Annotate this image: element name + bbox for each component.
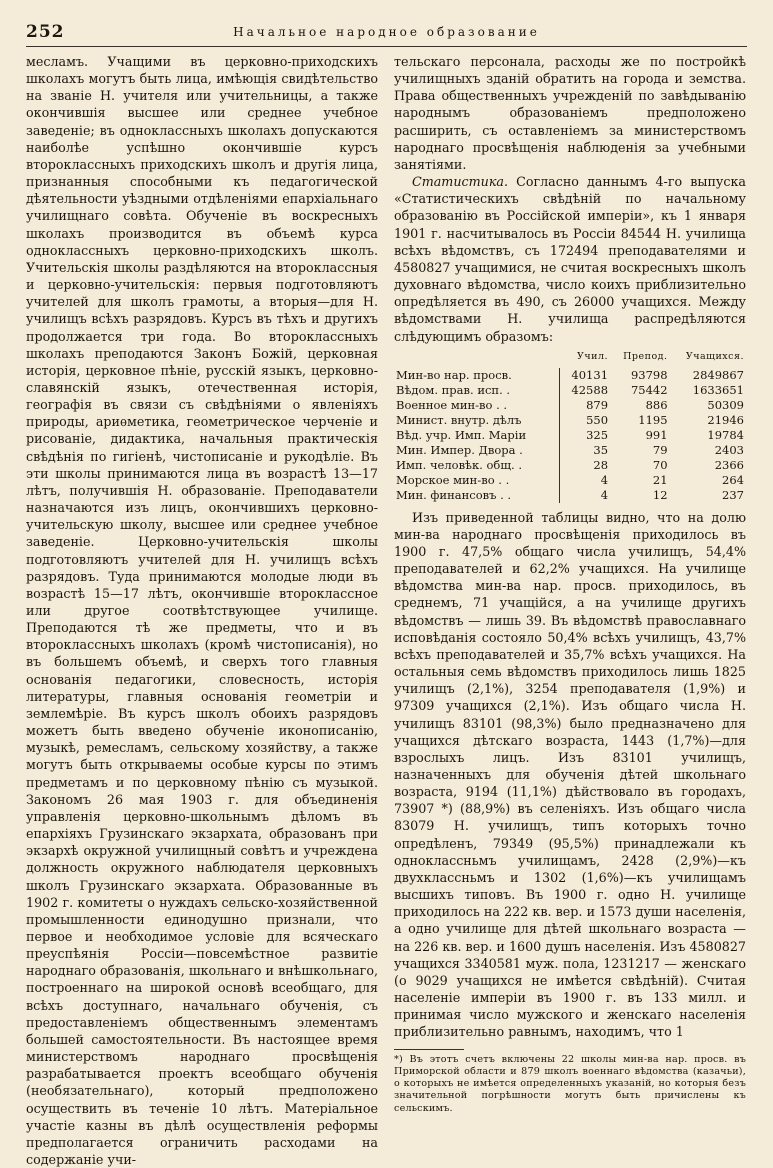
footnote-divider [394, 1049, 464, 1050]
table-row [394, 398, 746, 413]
ministry-name: Мин. Импер. Двора . [394, 443, 560, 458]
ministry-name: Морское мин-во . . [394, 473, 560, 488]
right-paragraph-continuation: тельскаго персонала, расходы же по постройкѣ училищныхъ зданій обратить на города и земства. Права общественныхъ учрежденій по завѣдыванію народнымъ образованіемъ предположено расширить, съ оставленіемъ за министерствомъ народнаго просвѣщенія наблюденія за учебными занятіями. [394, 54, 746, 172]
table-row [394, 383, 746, 398]
pupils-count: 2403 [714, 442, 744, 457]
ministry-name: Имп. человѣк. общ. . [394, 458, 560, 473]
table-header-pupils: Учащихся. [685, 350, 744, 362]
left-paragraph: месламъ. Учащими въ церковно-приходскихъ школахъ могутъ быть лица, имѣющія свидѣтельство на званіе Н. учителя или учительницы, а также окончившія высшее или среднее учебное заведеніе; въ одноклассныхъ школахъ допускаются наиболѣе успѣшно окончившіе курсъ второклассныхъ приходскихъ школъ и другія лица, признанныя способными къ педагогической дѣятельности уѣздными отдѣленіями епархіальнаго училищнаго совѣта. Обученіе въ воскресныхъ школахъ производится въ объемѣ курса одноклассныхъ церковно-приходскихъ школъ. Учительскія школы раздѣляются на второклассныя и церковно-учительскія: первыя подготовляютъ учителей для школъ грамоты, а вторыя—для Н. училищъ всѣхъ разрядовъ. Курсъ въ тѣхъ и другихъ продолжается три года. Во второклассныхъ школахъ преподаются Законъ Божій, церковная исторія, церковное пѣніе, русскій языкъ, церковно-славянскій языкъ, отечественная исторія, географія въ связи съ свѣдѣніями о явленіяхъ природы, ариѳметика, геометрическое черченіе и рисованіе, дидактика, начальныя практическія свѣдѣнія по гигіенѣ, чистописаніе и рукодѣліе. Въ эти школы принимаются лица въ возрастѣ 13—17 лѣтъ, получившія Н. образованіе. Преподаватели назначаются изъ лицъ, окончившихъ церковно-учительскую школу, высшее или среднее учебное заведеніе. Церковно-учительскія школы подготовляютъ учителей для Н. училищъ всѣхъ разрядовъ. Туда принимаются молодые люди въ возрастѣ 15—17 лѣтъ, окончившіе второклассное или другое соотвѣтствующее училище. Преподаются тѣ же предметы, что и въ второклассныхъ школахъ (кромѣ чистописанія), но въ большемъ объемѣ, и сверхъ того главныя основанія педагогики, словесность, исторія литературы, главныя основанія геометріи и землемѣріе. Въ курсъ школъ обоихъ разрядовъ можетъ быть введено обученіе иконописанію, музыкѣ, ремесламъ, сельскому хозяйству, а также могутъ быть открываемы особые курсы по этимъ предметамъ и по церковному пѣнію съ музыкой. Закономъ 26 мая 1903 г. для объединенія управленія церковно-школьнымъ дѣломъ въ епархіяхъ Грузинскаго экзархата, образованъ при экзархѣ окружной училищный совѣтъ и учреждена должность окружного наблюдателя церковныхъ школъ Грузинскаго экзархата. Образованные въ 1902 г. комитеты о нуждахъ сельско-хозяйственной промышленности единодушно признали, что первое и необходимое условіе для всяческаго преуспѣянія Россіи—повсемѣстное развитіе народнаго образованія, школьнаго и внѣшкольнаго, построеннаго на широкой основѣ всеобщаго, для всѣхъ доступнаго, начальнаго обученія, съ предоставленіемъ общественнымъ элементамъ большей самостоятельности. Въ настоящее время министерствомъ народнаго просвѣщенія разрабатывается проектъ всеобщаго обученія (необязательнаго), который предположено осуществить въ теченіе 10 лѣтъ. Матеріальное участіе казны въ дѣлѣ осуществленія реформы предполагается ограничить расходами на содержаніе учи- [26, 54, 378, 1167]
teachers-count: 79 [652, 442, 668, 457]
ministry-statistics-table [394, 349, 746, 503]
schools-count: 4 [600, 472, 609, 487]
right-column [394, 53, 746, 1168]
schools-count: 4 [600, 487, 609, 502]
table-header-ministry [394, 349, 560, 368]
schools-count: 325 [586, 427, 609, 442]
teachers-count: 991 [645, 427, 668, 442]
table-row [394, 413, 746, 428]
text-columns [26, 53, 747, 1168]
pupils-count: 1633651 [692, 382, 744, 397]
pupils-count: 21946 [707, 412, 744, 427]
teachers-count: 886 [645, 397, 668, 412]
table-row [394, 473, 746, 488]
page-header [26, 22, 747, 47]
ministry-name: Вѣдом. прав. исп. . [394, 383, 560, 398]
ministry-name: Мин. финансовъ . . [394, 488, 560, 503]
teachers-count: 75442 [630, 382, 668, 397]
page-number: 252 [26, 22, 65, 42]
schools-count: 879 [586, 397, 609, 412]
footnote: *) Въ этотъ счетъ включены 22 школы мин-ва нар. просв. въ Приморской области и 879 школъ военнаго вѣдомства (казачьи), о которыхъ не имѣется определенныхъ указаній, но которыя безъ значительной погрѣшности могутъ быть причислены къ сельскимъ. [394, 1053, 746, 1114]
teachers-count: 1195 [638, 412, 668, 427]
pupils-count: 19784 [707, 427, 744, 442]
teachers-count: 12 [652, 487, 668, 502]
running-title: Начальное народное образование [233, 25, 540, 39]
table-row [394, 458, 746, 473]
ministry-name: Мин-во нар. просв. [394, 368, 560, 383]
schools-count: 35 [593, 442, 609, 457]
analysis-paragraph: Изъ приведенной таблицы видно, что на долю мин-ва народнаго просвѣщенія приходилось въ 1900 г. 47,5% общаго числа училищъ, 54,4% преподавателей и 62,2% учащихся. На училище вѣдомства мин-ва нар. просв. приходилось, въ среднемъ, 71 учащійся, а на училище другихъ вѣдомствъ — лишь 39. Въ вѣдомствѣ православнаго исповѣданія состояло 50,4% всѣхъ училищъ, 43,7% всѣхъ преподавателей и 35,7% всѣхъ учащихся. На остальныя семь вѣдомствъ приходилось лишь 1825 училищъ (2,1%), 3254 преподавателя (1,9%) и 97309 учащихся (2,1%). Изъ общаго числа Н. училищъ 83101 (98,3%) было предназначено для учащихся дѣтскаго возраста, 1443 (1,7%)—для взрослыхъ лицъ. Изъ 83101 училищъ, назначенныхъ для обученія дѣтей школьнаго возраста, 9194 (11,1%) дѣйствовало въ городахъ, 73907 *) (88,9%) въ селеніяхъ. Изъ общаго числа 83079 Н. училищъ, типъ которыхъ точно опредѣленъ, 79349 (95,5%) принадлежали къ одноклассньмъ училищамъ, 2428 (2,9%)—къ двухклассньмъ и 1302 (1,6%)—къ училищамъ высшихъ типовъ. Въ 1900 г. одно Н. училище приходилось на 222 кв. вер. и 1573 души населенія, а одно училище для дѣтей школьнаго возраста — на 226 кв. вер. и 1600 душъ населенія. Изъ 4580827 учащихся 3340581 муж. пола, 1231217 — женскаго (о 9029 учащихся не имѣется свѣдѣній). Считая населеніе имперіи въ 1900 г. въ 133 милл. и принимая число мужского и женскаго населенія приблизительно равнымъ, находимъ, что 1 [394, 509, 746, 1040]
pupils-count: 264 [722, 472, 744, 487]
statistics-text: Согласно даннымъ 4-го выпуска «Статистическихъ свѣдѣній по начальному образованію въ Россійской имперіи», къ 1 января 1901 г. насчитывалось въ Россіи 84544 Н. училища всѣхъ вѣдомствъ, съ 172494 преподавателями и 4580827 учащимися, не считая воскресныхъ школъ духовнаго вѣдомства, число коихъ приблизительно опредѣляется въ 490, съ 26000 учащихся. Между вѣдомствами Н. училища распредѣляются слѣдующимъ образомъ: [394, 174, 746, 344]
table-row [394, 443, 746, 458]
table-row [394, 368, 746, 383]
statistics-heading: Статистика. [412, 174, 508, 190]
teachers-count: 21 [652, 472, 668, 487]
table-header-teachers: Препод. [623, 350, 668, 362]
left-column [26, 53, 378, 1168]
schools-count: 42588 [571, 382, 609, 397]
teachers-count: 93798 [630, 367, 668, 382]
pupils-count: 2849867 [692, 367, 744, 382]
pupils-count: 237 [722, 487, 744, 502]
schools-count: 40131 [571, 367, 609, 382]
ministry-name: Военное мин-во . . [394, 398, 560, 413]
ministry-name: Вѣд. учр. Имп. Маріи [394, 428, 560, 443]
pupils-count: 2366 [714, 457, 744, 472]
pupils-count: 50309 [707, 397, 744, 412]
table-row [394, 488, 746, 503]
statistics-paragraph [394, 173, 746, 345]
ministry-name: Минист. внутр. дѣлъ [394, 413, 560, 428]
schools-count: 550 [586, 412, 609, 427]
table-row [394, 428, 746, 443]
table-header-row [394, 349, 746, 368]
schools-count: 28 [593, 457, 609, 472]
table-header-schools: Учил. [576, 350, 609, 362]
teachers-count: 70 [652, 457, 668, 472]
